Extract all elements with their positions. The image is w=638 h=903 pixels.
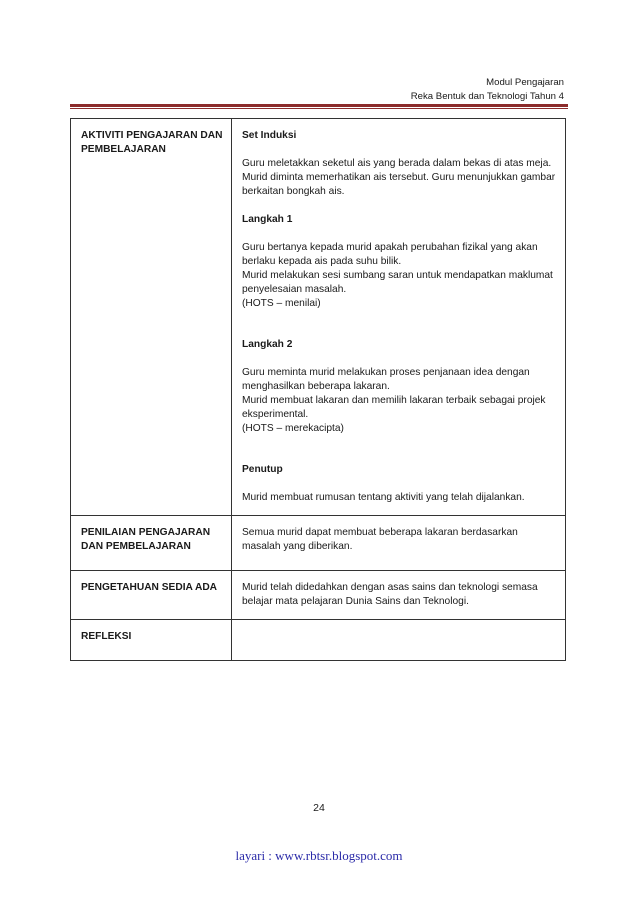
header-module-title: Modul Pengajaran: [486, 77, 564, 88]
row-label-penilaian: PENILAIAN PENGAJARAN DAN PEMBELAJARAN: [71, 516, 232, 571]
langkah1-hots: (HOTS – menilai): [242, 298, 321, 309]
row-label-aktiviti: AKTIVITI PENGAJARAN DAN PEMBELAJARAN: [71, 119, 232, 516]
footer-link-text: layari : www.rbtsr.blogspot.com: [235, 848, 403, 863]
row-label-refleksi: REFLEKSI: [71, 620, 232, 661]
penutup-heading: Penutup: [242, 464, 283, 475]
langkah2-text-2: Murid membuat lakaran dan memilih lakaran terbaik sebagai projek eksperimental.: [242, 395, 546, 420]
table-row-pengetahuan: [71, 571, 566, 620]
page-header: [411, 76, 564, 104]
lesson-table: [70, 118, 566, 661]
row-content-penilaian: Semua murid dapat membuat beberapa lakaran berdasarkan masalah yang diberikan.: [232, 516, 566, 571]
table-row-penilaian: [71, 516, 566, 571]
header-rule-thick: [70, 104, 568, 107]
table-row-refleksi: [71, 620, 566, 661]
langkah1-text-1: Guru bertanya kepada murid apakah perubahan fizikal yang akan berlaku kepada ais pada suhu bilik.: [242, 242, 538, 267]
row-content-aktiviti: [232, 119, 566, 516]
page-number: 24: [313, 802, 325, 814]
header-rule-thin: [70, 108, 568, 109]
table-row-aktiviti: [71, 119, 566, 516]
langkah2-hots: (HOTS – merekacipta): [242, 423, 344, 434]
row-content-pengetahuan: Murid telah didedahkan dengan asas sains dan teknologi semasa belajar mata pelajaran Dunia Sains dan Teknologi.: [232, 571, 566, 620]
penutup-text: Murid membuat rumusan tentang aktiviti yang telah dijalankan.: [242, 492, 525, 503]
set-induksi-heading: Set Induksi: [242, 130, 297, 141]
langkah1-heading: Langkah 1: [242, 214, 293, 225]
set-induksi-text: Guru meletakkan seketul ais yang berada dalam bekas di atas meja. Murid diminta memerhatikan ais tersebut. Guru menunjukkan gambar berkaitan bongkah ais.: [242, 158, 556, 197]
row-label-pengetahuan: PENGETAHUAN SEDIA ADA: [71, 571, 232, 620]
langkah2-heading: Langkah 2: [242, 339, 293, 350]
langkah1-text-2: Murid melakukan sesi sumbang saran untuk mendapatkan maklumat penyelesaian masalah.: [242, 270, 553, 295]
header-subject-title: Reka Bentuk dan Teknologi Tahun 4: [410, 91, 564, 102]
row-content-refleksi: [232, 620, 566, 661]
langkah2-text-1: Guru meminta murid melakukan proses penjanaan idea dengan menghasilkan beberapa lakaran.: [242, 367, 530, 392]
